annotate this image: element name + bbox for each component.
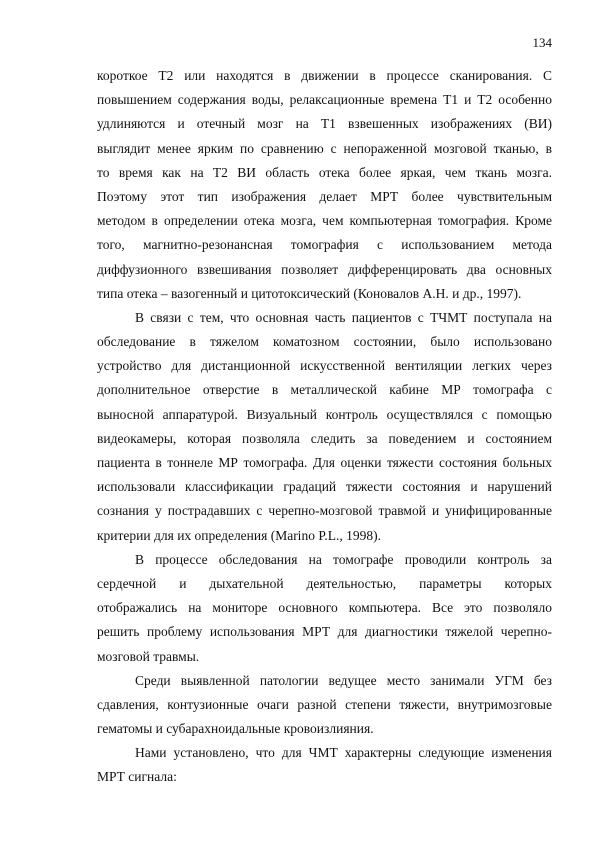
text-line: В связи с тем, что основная часть пациентов с ТЧМТ поступала на xyxy=(135,309,552,325)
paragraph xyxy=(97,64,552,306)
text-line: повышением содержания воды, релаксационные времена Т1 и Т2 особенно xyxy=(97,92,552,108)
text-line: то время как на Т2 ВИ область отека более яркая, чем ткань мозга. xyxy=(97,164,552,180)
text-line: выглядит менее ярким по сравнению с непораженной мозговой тканью, в xyxy=(97,140,552,156)
text-line: обследование в тяжелом коматозном состоянии, было использовано xyxy=(97,334,552,350)
text-line: критерии для их определения (Marino P.L., 1998). xyxy=(97,527,381,543)
text-line: гематомы и субарахноидальные кровоизлияния. xyxy=(97,721,374,737)
text-line: использовали классификации градаций тяжести состояния и нарушений xyxy=(97,479,552,495)
text-line: сердечной и дыхательной деятельностью, параметры которых xyxy=(97,575,552,591)
text-line: Поэтому этот тип изображения делает МРТ более чувствительным xyxy=(97,188,552,204)
text-line: мозговой травмы. xyxy=(97,648,200,664)
text-line: отображались на мониторе основного компьютера. Все это позволяло xyxy=(97,600,552,616)
text-line: Нами установлено, что для ЧМТ характерны следующие изменения xyxy=(135,745,552,761)
text-line: МРТ сигнала: xyxy=(97,769,177,785)
text-line: диффузионного взвешивания позволяет дифференцировать два основных xyxy=(97,261,552,277)
paragraph xyxy=(97,306,552,548)
page-number: 134 xyxy=(532,35,552,50)
text-line: методом в определении отека мозга, чем компьютерная томография. Кроме xyxy=(97,213,552,229)
paragraph xyxy=(97,669,552,742)
text-line: сознания у пострадавших с черепно-мозговой травмой и унифицированные xyxy=(97,503,552,519)
text-line: того, магнитно-резонансная томография с использованием метода xyxy=(97,237,552,253)
text-line: типа отека – вазогенный и цитотоксический (Коновалов А.Н. и др., 1997). xyxy=(97,285,522,301)
text-line: удлиняются и отечный мозг на Т1 взвешенных изображениях (ВИ) xyxy=(97,116,552,132)
text-line: В процессе обследования на томографе проводили контроль за xyxy=(135,551,552,567)
text-line: Среди выявленной патологии ведущее место занимали УГМ без xyxy=(135,672,552,688)
text-line: выносной аппаратурой. Визуальный контроль осуществлялся с помощью xyxy=(97,406,552,422)
body-text xyxy=(97,64,552,790)
paragraph xyxy=(97,548,552,669)
text-line: решить проблему использования МРТ для диагностики тяжелой черепно- xyxy=(97,624,552,640)
text-line: видеокамеры, которая позволяла следить за поведением и состоянием xyxy=(97,430,552,446)
text-line: сдавления, контузионные очаги разной степени тяжести, внутримозговые xyxy=(97,696,552,712)
text-line: дополнительное отверстие в металлической кабине МР томографа с xyxy=(97,382,552,398)
text-line: короткое Т2 или находятся в движении в процессе сканирования. С xyxy=(97,68,552,83)
paragraph xyxy=(97,741,552,789)
text-line: пациента в тоннеле МР томографа. Для оценки тяжести состояния больных xyxy=(97,455,552,470)
text-line: устройство для дистанционной искусственной вентиляции легких через xyxy=(97,358,552,374)
